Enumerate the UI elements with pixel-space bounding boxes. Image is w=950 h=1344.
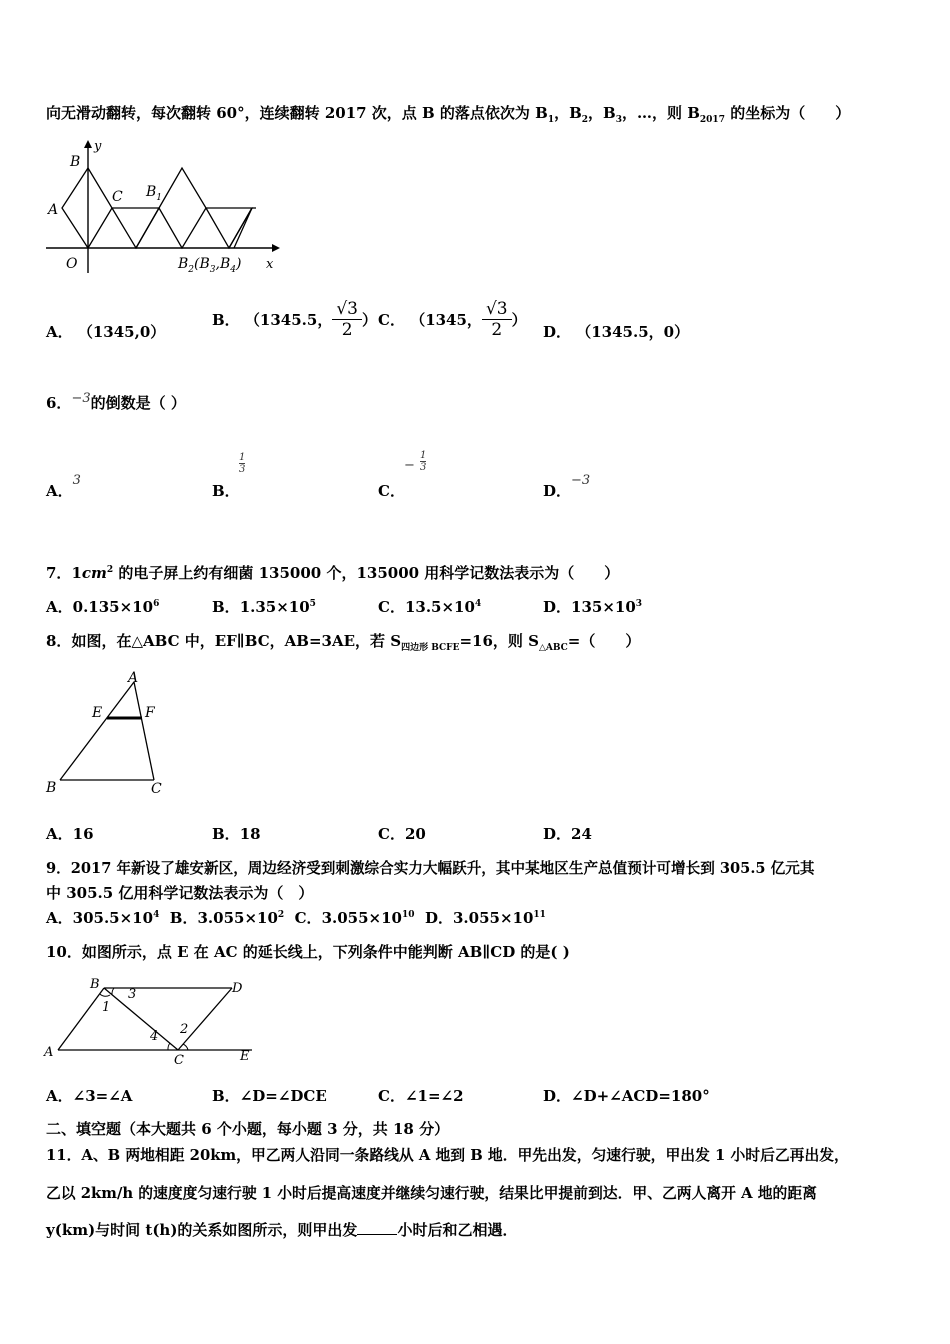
q8-stem: 8．如图，在△ABC 中，EF∥BC，AB=3AE，若 $S_{四边形 BCFE}=16$，则 $S_{\triangle ABC}=$（ ） <box>46 632 641 653</box>
q5-option-d[interactable]: D． （1345.5，0） <box>543 323 690 341</box>
q9-stem-line2: 中 305.5 亿用科学记数法表示为（ ） <box>46 884 314 902</box>
svg-text:F: F <box>145 705 155 721</box>
svg-text:A: A <box>128 670 139 686</box>
q10-option-d[interactable]: D．∠D+∠ACD=180° <box>543 1087 710 1105</box>
label-B1: $B_1$ <box>146 184 163 203</box>
label-A: A <box>48 202 59 218</box>
answer-blank[interactable] <box>357 1220 397 1235</box>
q9-stem-line1: 9．2017 年新设了雄安新区，周边经济受到刺激综合实力大幅跃升，其中某地区生产总值预计可增长到 305.5 亿元其 <box>46 860 815 877</box>
svg-text:C: C <box>174 1053 184 1068</box>
q6-option-a[interactable]: A．3 <box>46 473 81 500</box>
q10-option-a[interactable]: A．∠3=∠A <box>46 1087 133 1105</box>
q10-option-c[interactable]: C．∠1=∠2 <box>378 1087 464 1105</box>
q6-stem: 6．−3的倒数是（ ） <box>46 391 186 412</box>
q5-stem: 向无滑动翻转，每次翻转 60°，连续翻转 2017 次，点 B 的落点依次为 $B_1$，$B_2$，$B_3$，…，则 $B_{2017}$ 的坐标为（ ） <box>46 104 851 125</box>
label-x: x <box>266 257 274 272</box>
label-O: O <box>66 256 78 272</box>
q8-option-a[interactable]: A．16 <box>46 825 94 843</box>
q11-line3: y(km)与时间 t(h)的关系如图所示，则甲出发 小时后和乙相遇． <box>46 1221 518 1239</box>
q9-option-b[interactable]: B．$3.055\times 10^2$ <box>169 909 285 927</box>
q9-option-d[interactable]: D．$3.055\times 10^{11}$ <box>424 909 546 927</box>
q5-option-b[interactable]: B． （1345.5， $\frac{√3}{2}$ ） <box>212 299 378 340</box>
q10-figure <box>42 976 262 1068</box>
svg-text:2: 2 <box>180 1022 189 1037</box>
label-B: B <box>70 154 81 170</box>
q9-option-c[interactable]: C．$3.055\times 10^{10}$ <box>294 909 415 927</box>
q9-option-a[interactable]: A．$305.5\times 10^4$ <box>46 909 160 927</box>
svg-text:1: 1 <box>102 1000 111 1015</box>
q11-line2: 乙以 2km/h 的速度度匀速行驶 1 小时后提高速度并继续匀速行驶，结果比甲提前到达．甲、乙两人离开 A 地的距离 <box>46 1185 817 1202</box>
label-B2-B3-B4: $B_2(B_3,B_4)$ <box>178 256 242 275</box>
q7-option-b[interactable]: B．$1.35\times 10^5$ <box>212 598 316 616</box>
svg-text:B: B <box>46 780 57 796</box>
q9-options <box>46 907 546 928</box>
label-y: y <box>94 139 102 154</box>
q8-option-d[interactable]: D．24 <box>543 825 592 843</box>
q7-option-c[interactable]: C．$13.5\times 10^4$ <box>378 598 482 616</box>
q6-option-c[interactable]: C． − 1 3 <box>378 450 427 500</box>
q8-option-c[interactable]: C．20 <box>378 825 426 843</box>
q6-option-b[interactable]: B． 1 3 <box>212 452 246 500</box>
q5-option-c[interactable]: C． （1345， $\frac{√3}{2}$ ） <box>378 299 527 340</box>
svg-text:C: C <box>151 781 162 797</box>
q8-triangle-figure <box>42 668 172 800</box>
sqrt3-over-2-fraction: $\frac{√3}{2}$ <box>332 299 362 340</box>
svg-text:D: D <box>232 981 243 996</box>
q7-option-d[interactable]: D．$135\times 10^3$ <box>543 598 643 616</box>
q7-option-a[interactable]: A．$0.135\times 10^6$ <box>46 598 160 616</box>
q8-option-b[interactable]: B．18 <box>212 825 261 843</box>
label-C: C <box>112 189 123 205</box>
q10-option-b[interactable]: B．∠D=∠DCE <box>212 1087 327 1105</box>
q10-stem: 10．如图所示，点 E 在 AC 的延长线上，下列条件中能判断 AB∥CD 的是( ) <box>46 943 570 961</box>
svg-text:E: E <box>92 705 103 721</box>
section2-title: 二、填空题（本大题共 6 个小题，每小题 3 分，共 18 分） <box>46 1120 450 1138</box>
svg-text:4: 4 <box>150 1029 159 1044</box>
q6-option-d[interactable]: D．−3 <box>543 473 591 500</box>
q5-option-a[interactable]: A． （1345,0） <box>46 323 166 341</box>
svg-text:A: A <box>44 1045 54 1060</box>
q11-line1: 11．A、B 两地相距 20km，甲乙两人沿同一条路线从 A 地到 B 地．甲先出发，匀速行驶，甲出发 1 小时后乙再出发， <box>46 1147 849 1164</box>
svg-text:3: 3 <box>128 987 137 1002</box>
sqrt3-over-2-fraction: $\frac{√3}{2}$ <box>482 299 512 340</box>
svg-text:E: E <box>240 1049 250 1064</box>
q5-rhombus-figure <box>44 138 284 280</box>
svg-text:B: B <box>90 977 100 992</box>
q7-stem: 7．$1cm^2$ 的电子屏上约有细菌 135000 个，135000 用科学记数法表示为（ ） <box>46 564 620 582</box>
